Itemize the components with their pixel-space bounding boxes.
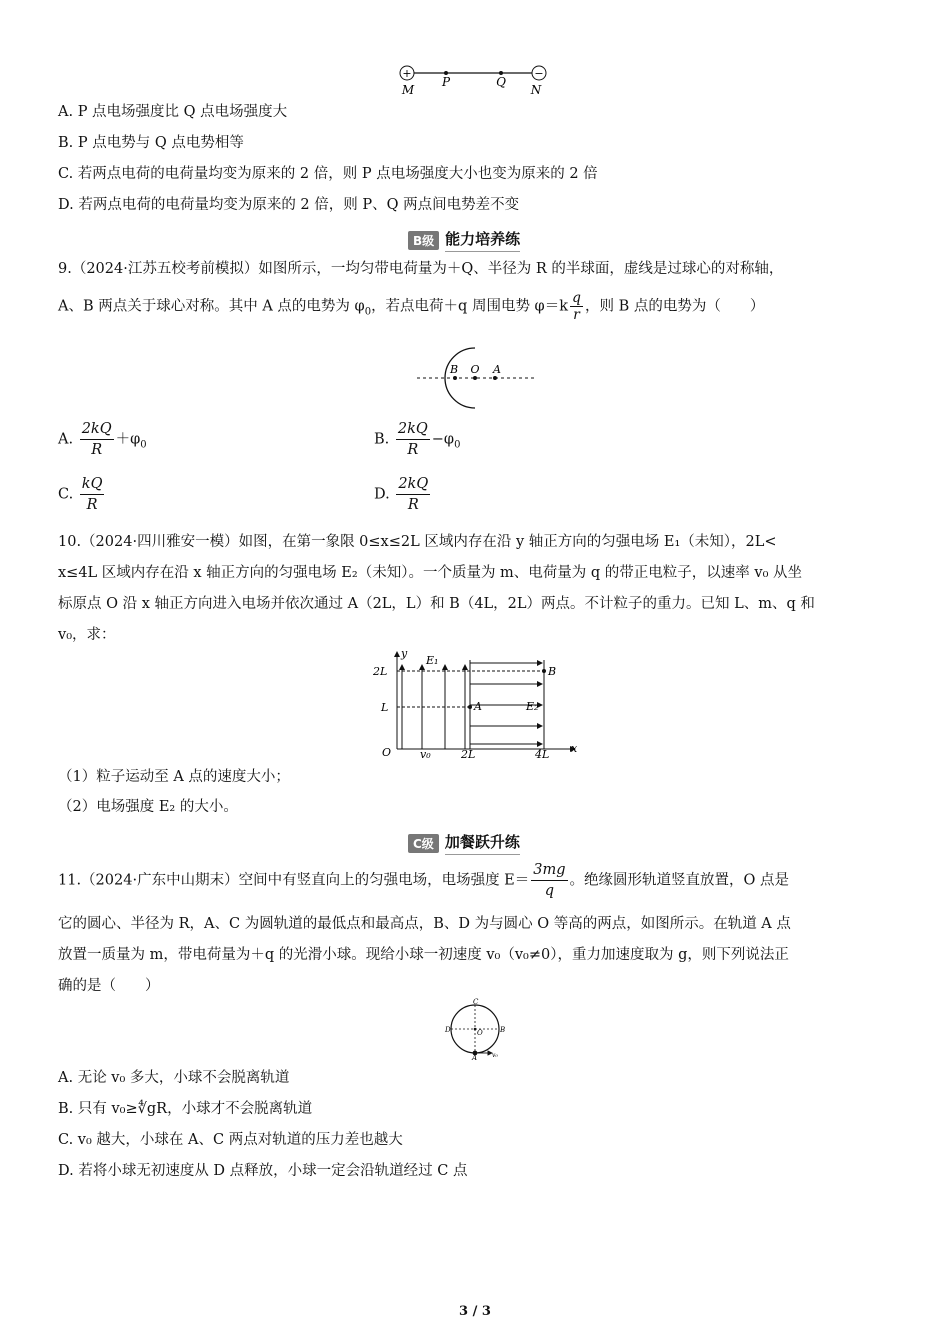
page-number: 3 / 3 <box>459 1304 491 1319</box>
section-c-header <box>408 831 520 855</box>
q9-stem-line1: 9.（2024·江苏五校考前模拟）如图所示，一均匀带电荷量为＋Q、半径为 R 的半球面，虚线是过球心的对称轴， <box>58 261 784 277</box>
q9-hemisphere-figure <box>413 345 543 415</box>
q9-option-a: A. $\frac{2kQ}{R}$ $+\varphi_0$ <box>58 421 147 458</box>
q10-stem-line3: 标原点 O 沿 x 轴正方向进入电场并依次通过 A（2L，L）和 B（4L，2L）两点。不计粒子的重力。已知 L、m、q 和 <box>58 596 815 612</box>
label-l: L <box>381 701 389 714</box>
q9-option-d: D. $\frac{2kQ}{R}$ <box>374 476 429 513</box>
q11-stem-line1: 11.（2024·广东中山期末）空间中有竖直向上的匀强电场，电场强度 E＝ $\frac{3mg}{q}$ 。绝缘圆形轨道竖直放置，O 点是 <box>58 862 790 899</box>
label-c: C <box>473 998 479 1006</box>
label-o: O <box>477 1029 483 1037</box>
axis-label-x: x <box>571 742 578 755</box>
label-q: Q <box>496 75 506 89</box>
label-2l-y: 2L <box>373 665 388 678</box>
label-b: B <box>500 1026 506 1034</box>
section-b-title: 能力培养练 <box>445 228 520 252</box>
label-v0: v₀ <box>420 748 431 761</box>
section-b-badge: B级 <box>408 231 439 250</box>
q11-option-b: B. 只有 v₀≥∜gR，小球才不会脱离轨道 <box>58 1101 313 1117</box>
label-e1: E₁ <box>426 654 439 667</box>
q8-option-d: D. 若两点电荷的电荷量均变为原来的 2 倍，则 P、Q 两点间电势差不变 <box>58 197 520 213</box>
q10-field-figure <box>360 648 590 763</box>
q10-subquestion-2: （2）电场强度 E₂ 的大小。 <box>58 799 238 815</box>
label-n: N <box>530 83 542 97</box>
minus-charge-sign: − <box>534 67 544 80</box>
q11-stem-line2: 它的圆心、半径为 R，A、C 为圆轨道的最低点和最高点，B、D 为与圆心 O 等高的两点，如图所示。在轨道 A 点 <box>58 916 791 932</box>
q9-stem-line2: A、B 两点关于球心对称。其中 A 点的电势为 $\varphi_0$，若点电荷＋q 周围电势 φ＝k $\frac{q}{r}$ ，则 B 点的电势为（ ） <box>58 290 765 323</box>
label-a: A <box>474 700 482 713</box>
q10-subquestion-1: （1）粒子运动至 A 点的速度大小； <box>58 769 290 785</box>
label-4l: 4L <box>535 748 550 761</box>
q8-option-a: A. P 点电场强度比 Q 点电场强度大 <box>58 104 288 120</box>
q10-stem-line2: x≤4L 区域内存在沿 x 轴正方向的匀强电场 E₂（未知）。一个质量为 m、电荷量为 q 的带正电粒子，以速率 v₀ 从坐 <box>58 565 803 581</box>
q11-stem-line3: 放置一质量为 m，带电荷量为＋q 的光滑小球。现给小球一初速度 v₀（v₀≠0），重力加速度取为 g，则下列说法正 <box>58 947 789 963</box>
label-o: O <box>470 363 480 376</box>
label-m: M <box>401 83 415 97</box>
q9-option-b: B. $\frac{2kQ}{R}$ $-\varphi_0$ <box>374 421 461 458</box>
q9-option-c: C. $\frac{kQ}{R}$ <box>58 476 103 513</box>
q8-option-c: C. 若两点电荷的电荷量均变为原来的 2 倍，则 P 点电场强度大小也变为原来的 2 倍 <box>58 166 598 182</box>
label-a: A <box>493 363 501 376</box>
label-v0: v₀ <box>492 1052 498 1059</box>
section-c-badge: C级 <box>408 834 439 853</box>
label-d: D <box>445 1026 451 1034</box>
label-e2: E₂ <box>526 700 539 713</box>
q11-option-c: C. v₀ 越大，小球在 A、C 两点对轨道的压力差也越大 <box>58 1132 403 1148</box>
label-b: B <box>449 363 459 376</box>
label-b: B <box>548 665 557 678</box>
section-c-title: 加餐跃升练 <box>445 831 520 855</box>
section-b-header <box>408 228 520 252</box>
q11-field-fraction: $\frac{3mg}{q}$ <box>533 862 566 899</box>
q8-figure <box>395 60 555 98</box>
label-p: P <box>441 75 451 89</box>
q10-stem-line1: 10.（2024·四川雅安一模）如图，在第一象限 0≤x≤2L 区域内存在沿 y 轴正方向的匀强电场 E₁（未知），2L< <box>58 534 777 550</box>
plus-charge-sign: + <box>402 67 412 80</box>
q10-stem-line4: v₀，求： <box>58 627 116 643</box>
q8-option-b: B. P 点电势与 Q 点电势相等 <box>58 135 244 151</box>
label-2l-x: 2L <box>461 748 476 761</box>
axis-label-y: y <box>401 648 408 660</box>
q11-option-a: A. 无论 v₀ 多大，小球不会脱离轨道 <box>58 1070 290 1086</box>
q11-circle-track-figure <box>440 998 512 1060</box>
q9-potential-fraction: $\frac{q}{r}$ <box>572 290 581 323</box>
q11-option-d: D. 若将小球无初速度从 D 点释放，小球一定会沿轨道经过 C 点 <box>58 1163 468 1179</box>
label-origin: O <box>382 746 392 759</box>
q11-stem-line4: 确的是（ ） <box>58 978 160 994</box>
label-a: A <box>472 1054 478 1060</box>
